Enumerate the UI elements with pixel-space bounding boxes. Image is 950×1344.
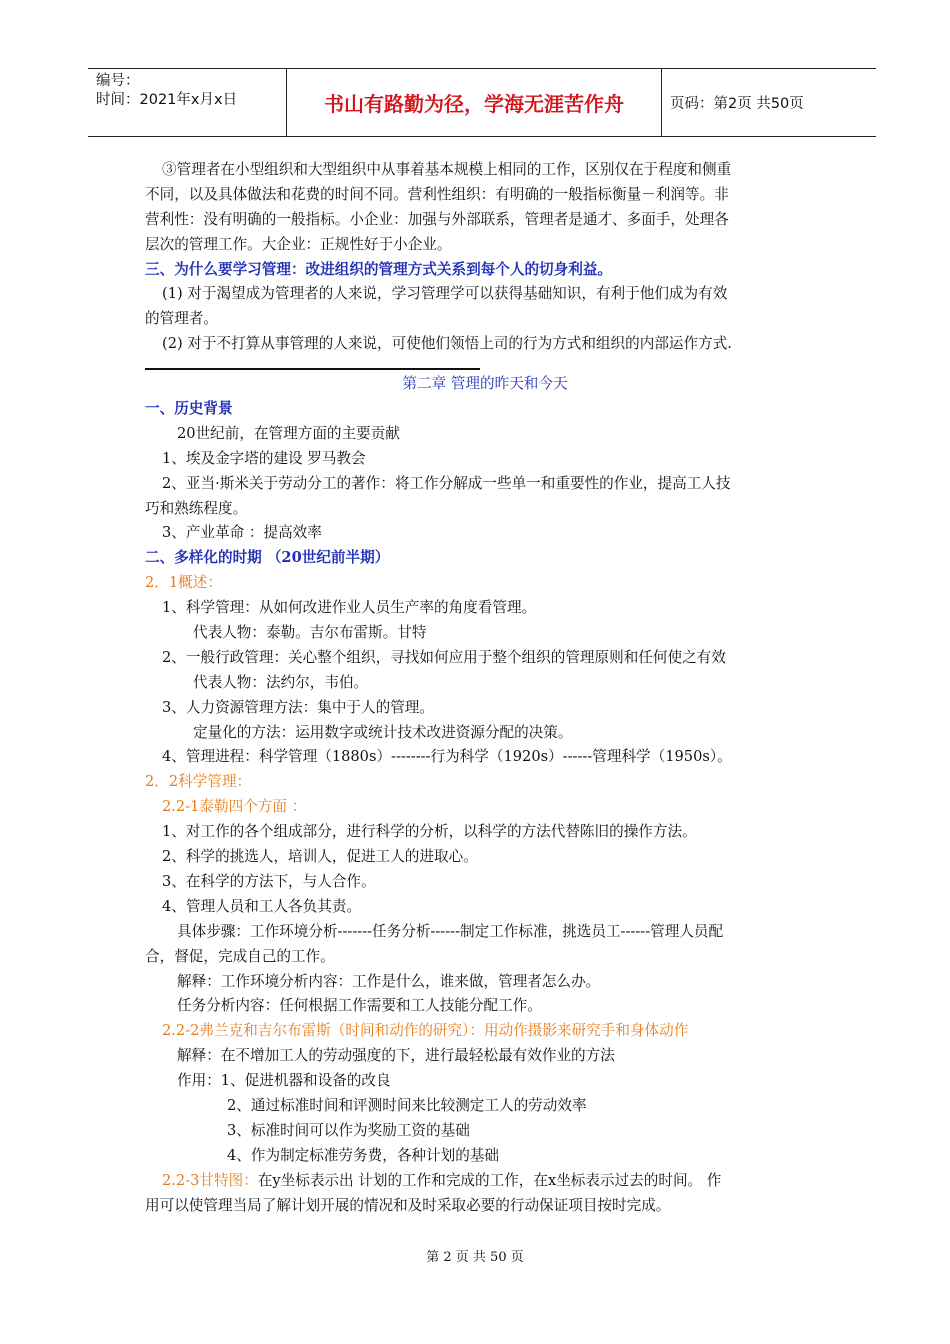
- list-item: 2、科学的挑选人，培训人，促进工人的进取心。: [162, 848, 478, 866]
- subsection-heading: 2．1概述：: [145, 574, 222, 592]
- paragraph-line: 任务分析内容：任何根据工作需要和工人技能分配工作。: [177, 997, 542, 1015]
- list-item-detail: 代表人物：泰勒。吉尔布雷斯。甘特: [193, 624, 427, 642]
- paragraph-line: 不同，以及具体做法和花费的时间不同。营利性组织：有明确的一般指标衡量－利润等。非: [145, 185, 729, 203]
- paragraph-line: (2) 对于不打算从事管理的人来说，可使他们领悟上司的行为方式和组织的内部运作方式.: [162, 335, 732, 353]
- number-label: 编号：: [96, 73, 140, 89]
- header-motto: 书山有路勤为径，学海无涯苦作舟: [286, 69, 662, 136]
- list-item: 4、作为制定标准劳务费，各种计划的基础: [227, 1146, 499, 1164]
- paragraph-line: 作用：1、促进机器和设备的改良: [177, 1072, 391, 1090]
- document-body: [145, 158, 825, 1218]
- list-item: 1、科学管理：从如何改进作业人员生产率的角度看管理。: [162, 599, 537, 617]
- list-item-detail: 代表人物：法约尔，韦伯。: [193, 673, 369, 691]
- paragraph-line: 层次的管理工作。大企业：正规性好于小企业。: [145, 235, 452, 253]
- paragraph-line: 20世纪前，在管理方面的主要贡献: [177, 424, 400, 442]
- paragraph-line: 用可以使管理当局了解计划开展的情况和及时采取必要的行动保证项目按时完成。: [145, 1196, 671, 1214]
- section-heading: 二、多样化的时期 （20世纪前半期）: [145, 549, 390, 567]
- header-meta: [96, 72, 286, 110]
- section-heading: 一、历史背景: [145, 400, 233, 418]
- paragraph-line: 具体步骤：工作环境分析-------任务分析------制定工作标准，挑选员工------管理人员配: [177, 922, 724, 940]
- list-item: 2、亚当·斯米关于劳动分工的著作：将工作分解成一些单一和重要性的作业，提高工人技: [162, 474, 731, 492]
- paragraph-line: 营利性：没有明确的一般指标。小企业：加强与外部联系，管理者是通才、多面手，处理各: [145, 210, 729, 228]
- gantt-line: [145, 1169, 825, 1194]
- list-item: 4、管理进程：科学管理（1880s）--------行为科学（1920s）------管理科学（1950s）。: [162, 748, 732, 766]
- list-item: 3、产业革命 ：提高效率: [162, 524, 322, 542]
- list-item: 1、埃及金字塔的建设 罗马教会: [162, 449, 366, 467]
- list-item: 1、对工作的各个组成部分，进行科学的分析，以科学的方法代替陈旧的操作方法。: [162, 823, 697, 841]
- list-item: 3、标准时间可以作为奖励工资的基础: [227, 1121, 470, 1139]
- paragraph-text: 在y坐标表示出 计划的工作和完成的工作，在x坐标表示过去的时间。 作: [257, 1171, 722, 1189]
- header-page-info: 页码：第2页 共50页: [670, 96, 804, 112]
- list-item-detail: 定量化的方法：运用数字或统计技术改进资源分配的决策。: [193, 723, 573, 741]
- list-item: 3、在科学的方法下，与人合作。: [162, 872, 376, 890]
- divider-rule: [145, 368, 480, 370]
- list-item: 2、通过标准时间和评测时间来比较测定工人的劳动效率: [227, 1096, 587, 1114]
- paragraph-line: 合，督促，完成自己的工作。: [145, 947, 335, 965]
- paragraph-line: (1) 对于渴望成为管理者的人来说，学习管理学可以获得基础知识，有利于他们成为有效: [162, 285, 728, 303]
- subsection-heading: 2．2科学管理：: [145, 773, 252, 791]
- paragraph-line: 的管理者。: [145, 310, 218, 328]
- page-header: [88, 68, 876, 137]
- chapter-title: 第二章 管理的昨天和今天: [402, 375, 568, 393]
- time-label: 时间：2021年x月x日: [96, 92, 238, 108]
- paragraph-line: 解释：工作环境分析内容：工作是什么，谁来做，管理者怎么办。: [177, 972, 601, 990]
- list-item: 4、管理人员和工人各负其责。: [162, 897, 362, 915]
- subsection-heading: 2.2-3甘特图：: [162, 1171, 258, 1189]
- paragraph-line: ③管理者在小型组织和大型组织中从事着基本规模上相同的工作，区别仅在于程度和侧重: [162, 161, 732, 178]
- subsection-heading: 2.2-1泰勒四个方面 ：: [162, 798, 307, 816]
- list-item: 2、一般行政管理：关心整个组织，寻找如何应用于整个组织的管理原则和任何使之有效: [162, 648, 726, 666]
- list-item: 3、人力资源管理方法：集中于人的管理。: [162, 698, 434, 716]
- subsection-heading: 2.2-2弗兰克和吉尔布雷斯（时间和动作的研究）：用动作摄影来研究手和身体动作: [162, 1022, 689, 1040]
- list-item-continued: 巧和熟练程度。: [145, 499, 248, 517]
- section-heading: 三、为什么要学习管理：改进组织的管理方式关系到每个人的切身利益。: [145, 260, 613, 278]
- paragraph-line: 解释：在不增加工人的劳动强度的下，进行最轻松最有效作业的方法: [177, 1047, 615, 1065]
- page-footer: 第 2 页 共 50 页: [426, 1250, 524, 1265]
